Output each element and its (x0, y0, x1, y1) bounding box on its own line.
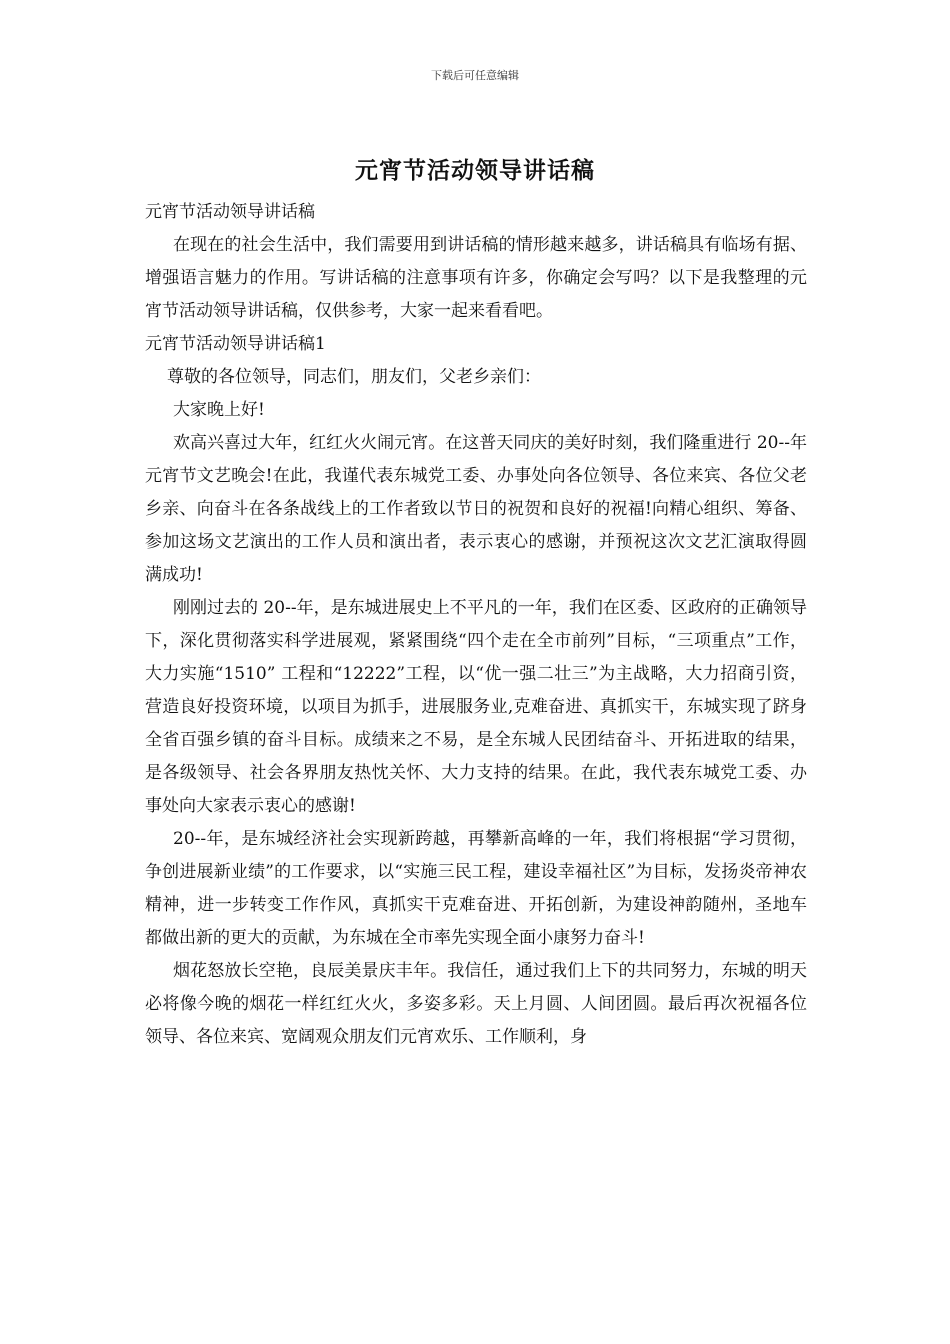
header-note: 下载后可任意编辑 (431, 69, 519, 82)
document-title: 元宵节活动领导讲话稿 (355, 157, 595, 184)
salutation-line: 大家晚上好! (173, 400, 265, 420)
section-title: 元宵节活动领导讲话稿1 (145, 334, 326, 354)
body-paragraph: 20--年，是东城经济社会实现新跨越，再攀新高峰的一年，我们将根据“学习贯彻，争创进展新业绩”的工作要求，以“实施三民工程，建设幸福社区”为目标，发扬炎帝神农精神，进一步转变工作作风，真抓实干克难奋进、开拓创新，为建设神韵随州，圣地车都做出新的更大的贡献，为东城在全市率先实现全面小康努力奋斗! (145, 829, 807, 948)
intro-paragraph: 在现在的社会生活中，我们需要用到讲话稿的情形越来越多，讲话稿具有临场有据、增强语言魅力的作用。写讲话稿的注意事项有许多，你确定会写吗？以下是我整理的元宵节活动领导讲话稿，仅供参考，大家一起来看看吧。 (145, 235, 807, 321)
body-paragraph: 欢高兴喜过大年，红红火火闹元宵。在这普天同庆的美好时刻，我们隆重进行 20--年元宵节文艺晚会!在此，我谨代表东城党工委、办事处向各位领导、各位来宾、各位父老乡亲、向奋斗在各条战线上的工作者致以节日的祝贺和良好的祝福!向精心组织、筹备、参加这场文艺演出的工作人员和演出者，表示衷心的感谢，并预祝这次文艺汇演取得圆满成功! (145, 433, 807, 585)
body-paragraph: 烟花怒放长空艳，良辰美景庆丰年。我信任，通过我们上下的共同努力，东城的明天必将像今晚的烟花一样红红火火，多姿多彩。天上月圆、人间团圆。最后再次祝福各位领导、各位来宾、宽阔观众朋友们元宵欢乐、工作顺利，身 (145, 961, 807, 1047)
body-paragraph: 刚刚过去的 20--年，是东城进展史上不平凡的一年，我们在区委、区政府的正确领导下，深化贯彻落实科学进展观，紧紧围绕“四个走在全市前列”目标，“三项重点”工作，大力实施“1510” 工程和“12222”工程，以“优一强二壮三”为主战略，大力招商引资，营造良好投资环境，以项目为抓手，进展服务业,克难奋进、真抓实干，东城实现了跻身全省百强乡镇的奋斗目标。成绩来之不易，是全东城人民团结奋斗、开拓进取的结果，是各级领导、社会各界朋友热忱关怀、大力支持的结果。在此，我代表东城党工委、办事处向大家表示衷心的感谢! (145, 598, 807, 816)
document-body (145, 196, 807, 1054)
subtitle: 元宵节活动领导讲话稿 (145, 202, 315, 222)
greeting-line: 尊敬的各位领导，同志们，朋友们，父老乡亲们： (167, 367, 541, 387)
